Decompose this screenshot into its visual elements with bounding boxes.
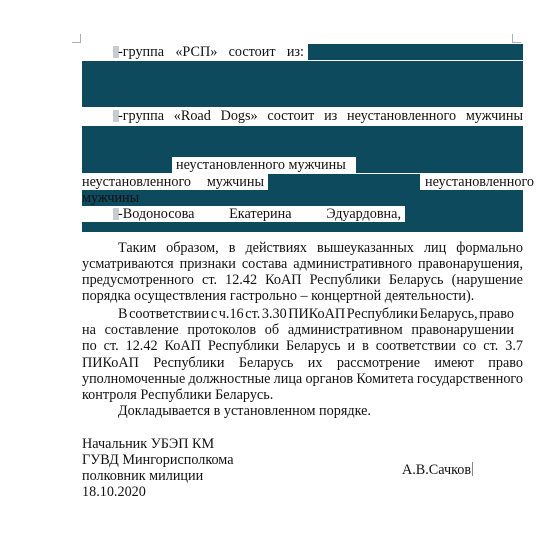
word: имеют (434, 355, 474, 371)
corner-mark-top-left (72, 34, 81, 43)
word: Беларусь (285, 338, 341, 354)
text-line-vodonosova (118, 206, 401, 222)
word: Беларусь (388, 272, 444, 288)
signature-department: ГУВД Мингорисполкома (82, 452, 234, 468)
word: вышеуказанных (317, 240, 414, 256)
word: ст. (483, 338, 499, 354)
word: Эдуардовна, (326, 206, 401, 222)
word: -группа (118, 108, 165, 124)
paragraph-2-line-1 (118, 306, 514, 322)
word: на (82, 322, 96, 338)
word: Беларусь (238, 355, 294, 371)
word: 3.7 (505, 338, 523, 354)
word: об (264, 322, 280, 338)
word: -группа (118, 44, 165, 60)
paragraph-1-line-3 (82, 272, 523, 288)
paragraph-2-line-2 (82, 322, 514, 338)
word: их (307, 355, 323, 371)
redaction-block (82, 157, 172, 173)
word: государственного (416, 371, 523, 387)
word: правонарушении (411, 322, 514, 338)
redaction-block (356, 157, 523, 173)
word: с (210, 306, 218, 322)
word: административном (287, 322, 403, 338)
redaction-block (82, 61, 523, 107)
word: признаки (179, 256, 236, 272)
text-line-group-road-dogs (118, 108, 523, 124)
word: 3.30 (261, 306, 287, 322)
signature-rank: полковник милиции (82, 468, 204, 484)
text-line-unknown-right: неустановленного (425, 174, 535, 190)
word: состоит (267, 108, 315, 124)
word: Комитета (356, 371, 414, 387)
word: «РСП» (175, 44, 218, 60)
word: «Road (173, 108, 211, 124)
word: право (479, 306, 514, 322)
word: ст. (245, 306, 261, 322)
text-cursor (472, 462, 473, 476)
redaction-block (308, 44, 523, 60)
word: КоАП (265, 272, 302, 288)
paragraph-2-line-6: контроля Республики Беларусь. (82, 387, 274, 403)
paragraph-3: Докладывается в установленном порядке. (118, 403, 371, 419)
word: органов (305, 371, 354, 387)
signature-position: Начальник УБЭП КМ (82, 436, 215, 452)
word: ч.16 (218, 306, 244, 322)
word: составление (104, 322, 179, 338)
word: Екатерина (229, 206, 292, 222)
word: мужчины (465, 108, 523, 124)
word: усматриваются (82, 256, 174, 272)
word: Республики (207, 338, 279, 354)
word: протоколов (187, 322, 257, 338)
word: 12.42 (225, 272, 258, 288)
word: из: (286, 44, 304, 60)
word: в (228, 240, 236, 256)
word: Республики (346, 306, 418, 322)
text-line-man: мужчины (82, 190, 140, 206)
word: право (488, 355, 523, 371)
word: со (462, 338, 477, 354)
signer-name: А.В.Сачков (402, 462, 472, 478)
word: действиях (245, 240, 307, 256)
word: КоАП (164, 338, 201, 354)
word: рассмотрение (336, 355, 420, 371)
word: Республики (309, 272, 381, 288)
paragraph-1-line-2 (82, 256, 523, 272)
word: Dogs» (220, 108, 258, 124)
word: -Водоносова (118, 206, 195, 222)
text-line-unknown-man-left (82, 174, 264, 190)
paragraph-1-line-4: порядка осуществления гастрольно – концертной деятельности). (82, 288, 475, 304)
word: 12.42 (125, 338, 158, 354)
word: ст. (103, 338, 119, 354)
paragraph-1-line-1 (118, 240, 523, 256)
word: административного (293, 256, 412, 272)
word: (нарушение (451, 272, 523, 288)
word: из (324, 108, 338, 124)
word: ПИКоАП (288, 306, 346, 322)
word: Таким (118, 240, 157, 256)
word: лиц (423, 240, 447, 256)
word: Республики (153, 355, 225, 371)
word: лица (273, 371, 303, 387)
word: мужчины (206, 174, 264, 190)
word: неустановленного (82, 174, 192, 190)
corner-mark-top-right (512, 34, 521, 43)
word: соответствии (129, 306, 210, 322)
signer-name-line (402, 462, 473, 478)
word: Беларусь, (419, 306, 478, 322)
word: и (347, 338, 356, 354)
redaction-block (82, 190, 523, 206)
word: уполномоченные (82, 371, 186, 387)
word: по (82, 338, 97, 354)
redaction-block (82, 126, 523, 157)
paragraph-2-line-5 (82, 371, 523, 387)
word: образом, (166, 240, 219, 256)
signature-date: 18.10.2020 (82, 484, 146, 500)
redaction-block (405, 206, 523, 222)
word: состава (241, 256, 288, 272)
word: должностные (188, 371, 271, 387)
redaction-block (82, 222, 523, 232)
word: предусмотренного (82, 272, 194, 288)
word: правонарушения, (417, 256, 523, 272)
redaction-block (268, 174, 420, 190)
word: В (118, 306, 128, 322)
word: состоит (228, 44, 276, 60)
text-line-group-rsp (118, 44, 304, 60)
word: в (362, 338, 369, 354)
paragraph-2-line-4 (82, 355, 523, 371)
word: ПИКоАП (82, 355, 139, 371)
word: ст. (202, 272, 217, 288)
word: неустановленного (347, 108, 457, 124)
word: соответствии (375, 338, 456, 354)
paragraph-2-line-3 (82, 338, 523, 354)
word: формально (456, 240, 523, 256)
text-line-unknown-man: неустановленного мужчины (176, 157, 346, 173)
